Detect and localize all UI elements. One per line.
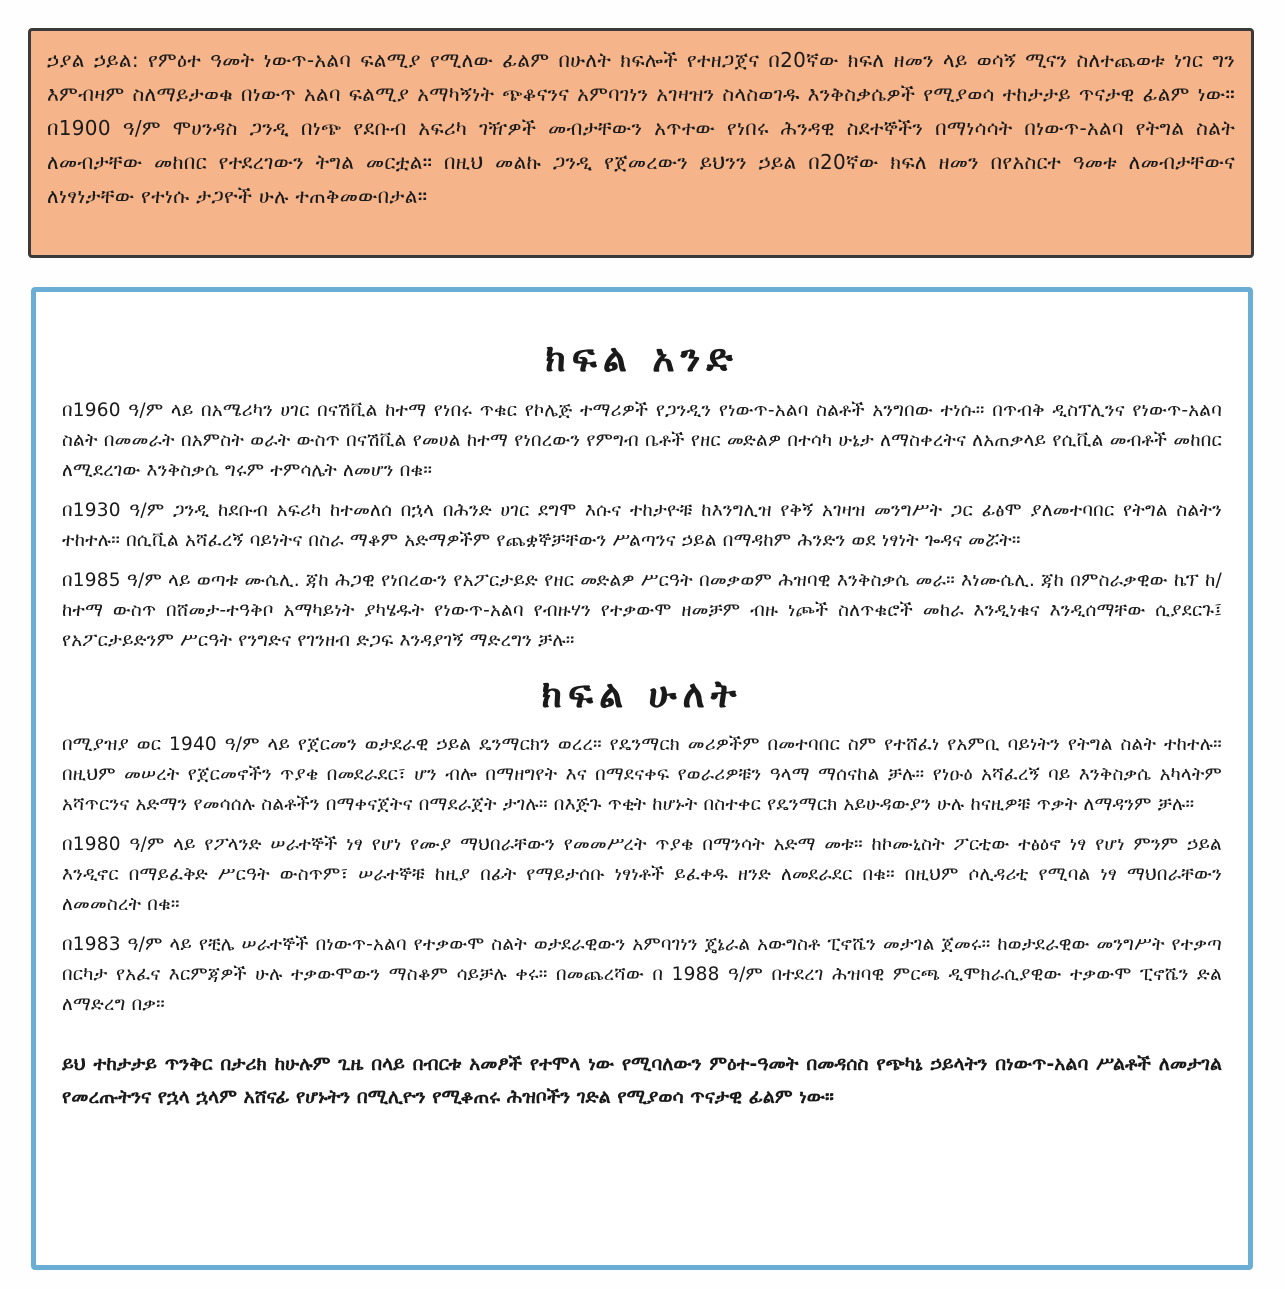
intro-box	[28, 28, 1254, 258]
part-one-heading: ክፍል አንድ	[545, 335, 739, 380]
part-one-paragraph-india: በ1930 ዓ/ም ጋንዲ ከደቡብ አፍሪካ ከተመለሰ በኋላ በሕንድ ሀገር ደግሞ እሱና ተከታዮቹ ከእንግሊዝ የቅኝ አገዛዝ መንግሥት ጋር ፊፅሞ ያለመተባበር የትግል ስልትን ተከተሉ። በሲቪል አሻፈረኝ ባይነትና በስራ ማቆም አድማዎችም የጨቋኞቻቸውን ሥልጣንና ኃይል በማዳከም ሕንድን ወደ ነፃነት ጐዳና መሯት።	[62, 500, 1222, 551]
part-two-paragraph-chile: በ1983 ዓ/ም ላይ የቺሌ ሠራተኞች በነውጥ-አልባ የተቃውሞ ስልት ወታደራዊውን አምባገነን ጄኔራል አውግስቶ ፒኖሼን መታገል ጀመሩ። ከወታደራዊው መንግሥት የተቃጣ በርካታ የአፈና እርምጃዎች ሁሉ ተቃውሞውን ማስቆም ሳይቻሉ ቀሩ። በመጨረሻው በ 1988 ዓ/ም በተደረገ ሕዝባዊ ምርጫ ዲሞክራሲያዊው ተቃውሞ ፒኖሼን ድል ለማድረግ በቃ።	[62, 934, 1222, 1015]
part-two-paragraph-denmark: በሚያዝያ ወር 1940 ዓ/ም ላይ የጀርመን ወታደራዊ ኃይል ዴንማርክን ወረረ። የዴንማርክ መሪዎችም በመተባበር ስም የተሸፈነ የአምቢ ባይነትን የትግል ስልት ተከተሉ። በዚህም መሠረት የጀርመኖችን ጥያቄ በመደራደር፣ ሆን ብሎ በማዘግየት እና በማደናቀፍ የወራሪዎቹን ዓላማ ማሰናከል ቻሉ። የነዑዕ አሻፈረኝ ባይ እንቅስቃሴ አካላትም አሻጥርንና አድማን የመሳሰሉ ስልቶችን በማቀናጀትና በማደራጀት ታገሉ። በእጅጉ ጥቂት ከሆኑት በስተቀር የዴንማርክ አይሁዳውያን ሁሉ ከናዚዎቹ ጥቃት ለማዳንም ቻሉ።	[62, 734, 1222, 815]
part-one-paragraph-south-africa: በ1985 ዓ/ም ላይ ወጣቱ ሙሴሊ. ጃከ ሕጋዊ የነበረውን የአፖርታይድ የዘር መድልዎ ሥርዓት በመቃወም ሕዝባዊ እንቅስቃሴ መራ። እነሙሴሊ. ጃከ በምስራቃዊው ኬፕ ከ/ከተማ ውስጥ በሸመታ-ተዓቅቦ አማካይነት ያካሄዱት የነውጥ-አልባ የብዙሃን የተቃውሞ ዘመቻም ብዙ ነጮች ስለጥቁሮች መከራ እንዲነቁና እንዲሰማቸው ሲያደርጉ፤ የአፖርታይድንም ሥርዓት የንግድና የገንዘብ ድጋፍ እንዳያገኝ ማድረግን ቻሉ።	[62, 570, 1222, 651]
part-one-paragraph-nashville: በ1960 ዓ/ም ላይ በአሜሪካን ሀገር በናሽቪል ከተማ የነበሩ ጥቁር የኮሌጅ ተማሪዎች የጋንዲን የነውጥ-አልባ ስልቶች አንግበው ተነሱ። በጥብቅ ዲስፕሊንና የነውጥ-አልባ ስልት በመመራት በአምስት ወራት ውስጥ በናሽቪል የመሀል ከተማ የነበረውን የምግብ ቤቶች የዘር መድልዎ በተሳካ ሁኔታ ለማስቀረትና ለአጠቃላይ የሲቪል መብቶች መከበር ለሚደረገው እንቅስቃሴ ግሩም ተምሳሌት ለመሆን በቁ።	[62, 400, 1222, 481]
part-two-heading: ክፍል ሁለት	[541, 671, 743, 716]
intro-text: ኃያል ኃይል: የምዕተ ዓመት ነውጥ-አልባ ፍልሚያ የሚለው ፊልም በሁለት ክፍሎች የተዘጋጀና በ20ኛው ክፍለ ዘመን ላይ ወሳኝ ሚናን ስለተጨወቱ ነገር ግን እምብዛም ስለማይታወቁ በነውጥ አልባ ፍልሚያ አማካኝነት ጭቆናንና አምባገነን አገዛዝን ስላስወገዱ እንቅስቃሴዎች የሚያወሳ ተከታታይ ጥናታዊ ፊልም ነው። በ1900 ዓ/ም ሞሀንዳስ ጋንዲ በነጭ የደቡብ አፍሪካ ገዥዎች መብታቸውን አጥተው የነበሩ ሕንዳዊ ስደተኞችን በማነሳሳት በነውጥ-አልባ የትግል ስልት ለመብታቸው መከበር የተደረገውን ትግል መርቷል። በዚህ መልኩ ጋንዲ የጀመረውን ይህንን ኃይል በ20ኛው ክፍለ ዘመን በየአስርተ ዓመቱ ለመብታቸውና ለነፃነታቸው የተነሱ ታጋዮች ሁሉ ተጠቅመውበታል።	[47, 48, 1235, 208]
main-content-box	[31, 287, 1253, 1270]
part-two-paragraph-poland: በ1980 ዓ/ም ላይ የፖላንድ ሠራተኞች ነፃ የሆነ የሙያ ማህበራቸውን የመመሥረት ጥያቄ በማንሳት አድማ መቱ። ከኮሙኒስት ፖርቲው ተፅዕኖ ነፃ የሆነ ምንም ኃይል እንዲኖር በማይፈቅድ ሥርዓት ውስጥም፣ ሠራተኞቹ ከዚያ በፊት የማይታሰቡ ነፃነቶች ይፈቀዱ ዘንድ ለመደራደር በቁ። በዚህም ሶሊዳሪቲ የሚባል ነፃ ማህበራቸውን ለመመስረት በቁ።	[62, 834, 1222, 915]
closing-summary: ይህ ተከታታይ ጥንቅር በታሪክ ከሁሉም ጊዜ በላይ በብርቱ አመፆች የተሞላ ነው የሚባለውን ምዕተ-ዓመት በመዳሰስ የጭካኔ ኃይላትን በነውጥ-አልባ ሥልቶች ለመታገል የመረጡትንና የኋላ ኋላም አሸናፊ የሆኑትን በሚሊዮን የሚቆጠሩ ሕዝቦችን ገድል የሚያወሳ ጥናታዊ ፊልም ነው።	[62, 1053, 1222, 1108]
